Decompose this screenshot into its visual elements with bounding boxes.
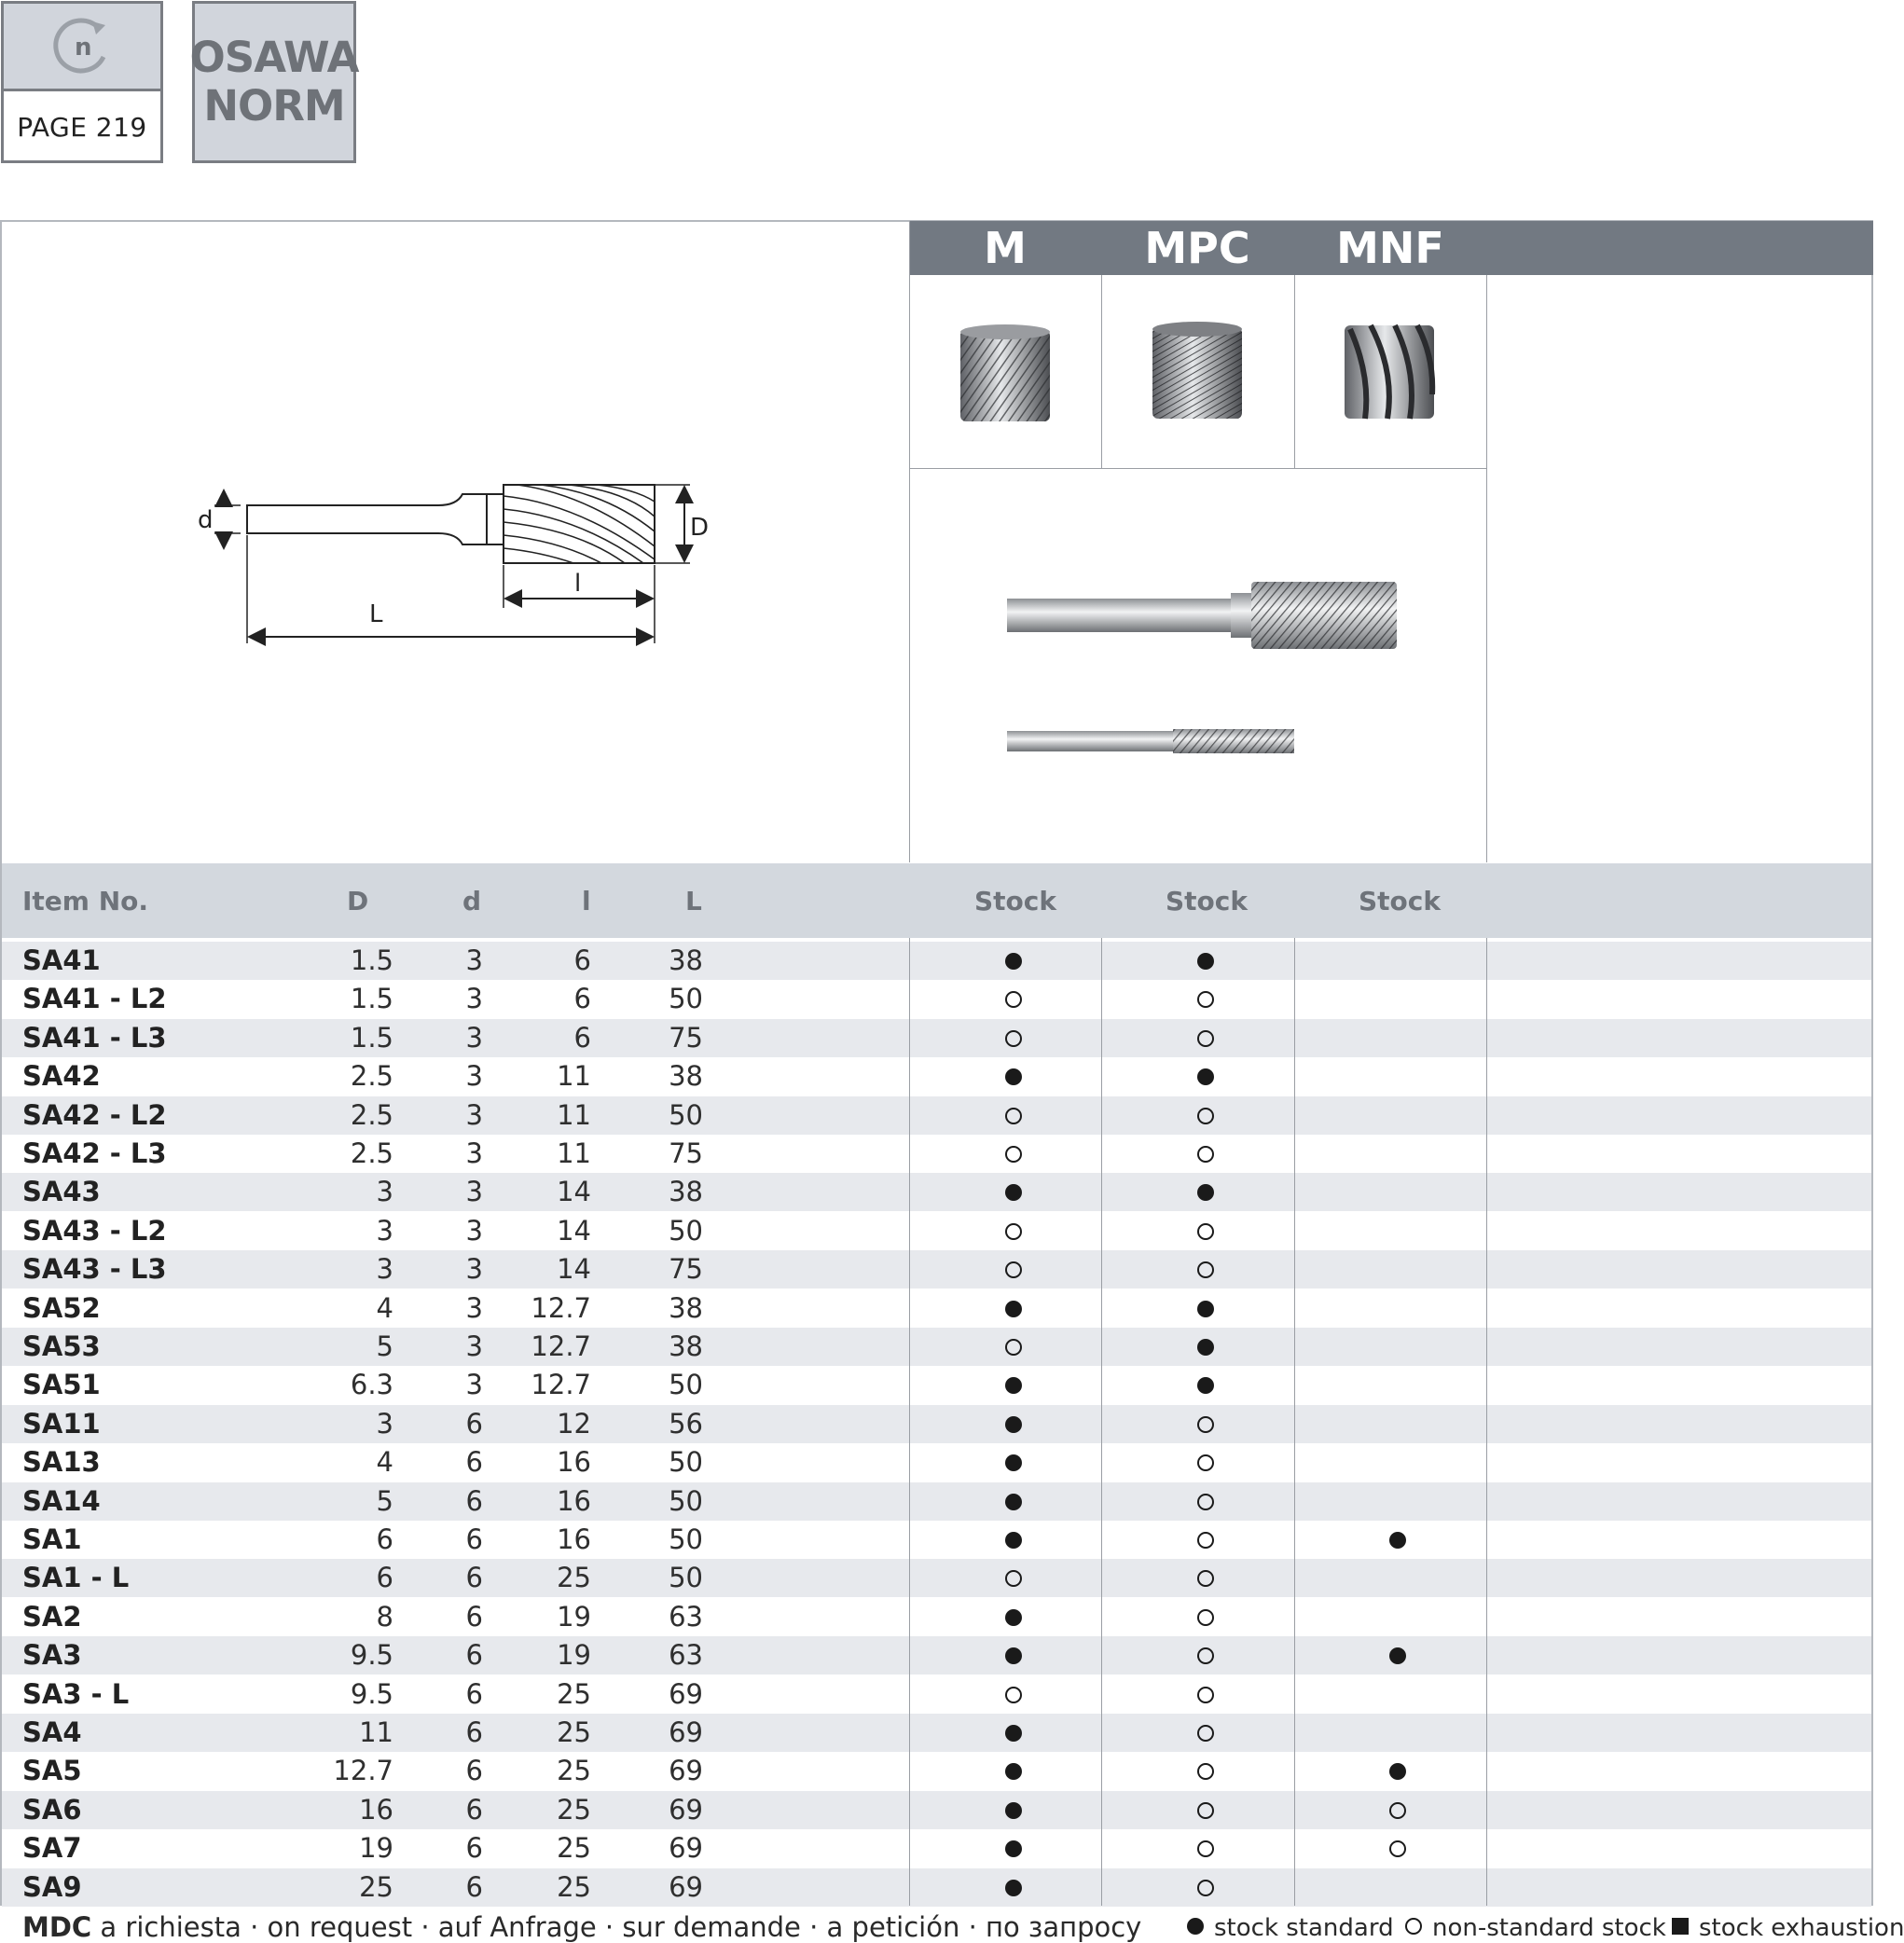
- cell-big-d: 8: [376, 1600, 393, 1633]
- cell-big-d: 2.5: [350, 1137, 393, 1169]
- osawa-norm-badge: [189, 1, 359, 163]
- cell-l: 6: [573, 1021, 591, 1054]
- stock-m-standard-icon: [1005, 1068, 1022, 1085]
- cell-l: 25: [557, 1755, 591, 1787]
- page-reference-badge: [1, 1, 163, 163]
- cell-big-l: 75: [669, 1021, 703, 1054]
- item-number: SA9: [22, 1870, 82, 1903]
- cell-d: 6: [465, 1446, 483, 1479]
- cell-big-d: 2.5: [350, 1098, 393, 1131]
- col-header-stock-mpc: Stock: [1166, 885, 1249, 916]
- item-number: SA41 - L3: [22, 1021, 167, 1054]
- stock-m-standard-icon: [1005, 1454, 1022, 1471]
- col-header-d: d: [462, 885, 482, 916]
- burr-photo-large: [1005, 578, 1400, 653]
- dim-label-d: d: [198, 506, 214, 534]
- cell-big-d: 12.7: [333, 1755, 393, 1787]
- cell-d: 3: [465, 1137, 483, 1169]
- item-number: SA43 - L2: [22, 1214, 167, 1247]
- table-row: [2, 1096, 1871, 1135]
- cell-d: 3: [465, 1253, 483, 1286]
- filled-circle-icon: [1186, 1914, 1205, 1942]
- cell-l: 25: [557, 1677, 591, 1710]
- cell-l: 25: [557, 1832, 591, 1865]
- stock-mpc-standard-icon: [1197, 953, 1214, 970]
- cell-l: 11: [557, 1060, 591, 1093]
- item-number: SA1 - L: [22, 1562, 130, 1594]
- stock-m-standard-icon: [1005, 1301, 1022, 1317]
- cell-d: 3: [465, 1369, 483, 1401]
- cell-d: 3: [465, 1330, 483, 1362]
- item-number: SA5: [22, 1755, 82, 1787]
- cell-l: 12.7: [531, 1330, 591, 1362]
- table-row: [2, 1250, 1871, 1288]
- stock-mpc-nonstandard-icon: [1197, 1454, 1214, 1471]
- cell-big-d: 11: [359, 1716, 393, 1748]
- type-label-mpc: MPC: [1144, 223, 1250, 273]
- cell-big-l: 75: [669, 1137, 703, 1169]
- legend-standard: [1186, 1914, 1394, 1942]
- cell-big-d: 9.5: [350, 1639, 393, 1672]
- item-number: SA41 - L2: [22, 983, 167, 1015]
- table-row: [2, 1521, 1871, 1559]
- cell-d: 6: [465, 1600, 483, 1633]
- cell-l: 6: [573, 944, 591, 976]
- stock-mpc-nonstandard-icon: [1197, 1146, 1214, 1163]
- table-row: [2, 1443, 1871, 1481]
- cell-d: 6: [465, 1832, 483, 1865]
- stock-mnf-standard-icon: [1389, 1763, 1406, 1780]
- cell-l: 19: [557, 1600, 591, 1633]
- cell-d: 3: [465, 1098, 483, 1131]
- norm-badge-line2: NORM: [203, 81, 345, 131]
- cell-big-l: 63: [669, 1639, 703, 1672]
- cell-l: 16: [557, 1446, 591, 1479]
- table-row: [2, 1135, 1871, 1173]
- divider: [909, 938, 910, 1906]
- table-row: [2, 1714, 1871, 1752]
- col-header-big-d: D: [347, 885, 369, 916]
- on-request-text: a richiesta · on request · auf Anfrage · sur demande · a petición · по запросу: [91, 1911, 1142, 1943]
- cell-d: 6: [465, 1755, 483, 1787]
- cell-big-l: 69: [669, 1793, 703, 1826]
- burr-photo-long: [1005, 727, 1296, 755]
- cell-big-d: 19: [359, 1832, 393, 1865]
- table-row: [2, 1366, 1871, 1404]
- stock-mpc-nonstandard-icon: [1197, 1416, 1214, 1433]
- stock-m-nonstandard-icon: [1005, 1570, 1022, 1587]
- table-row: [2, 1405, 1871, 1443]
- item-number: SA11: [22, 1407, 101, 1440]
- table-row: [2, 1212, 1871, 1250]
- item-number: SA42 - L3: [22, 1137, 167, 1169]
- cut-mnf-image: [1343, 320, 1438, 422]
- divider: [909, 468, 1487, 469]
- cell-big-l: 50: [669, 1484, 703, 1517]
- table-row: [2, 1559, 1871, 1597]
- stock-mpc-nonstandard-icon: [1197, 1802, 1214, 1819]
- cell-l: 12: [557, 1407, 591, 1440]
- stock-mnf-standard-icon: [1389, 1532, 1406, 1549]
- stock-m-standard-icon: [1005, 1763, 1022, 1780]
- dim-label-big-l: L: [369, 600, 383, 628]
- stock-mpc-nonstandard-icon: [1197, 1880, 1214, 1896]
- item-number: SA52: [22, 1291, 101, 1324]
- cell-d: 6: [465, 1562, 483, 1594]
- cell-big-l: 50: [669, 1562, 703, 1594]
- stock-m-standard-icon: [1005, 1416, 1022, 1433]
- cell-d: 3: [465, 1291, 483, 1324]
- divider: [909, 221, 910, 862]
- cell-big-d: 3: [376, 1407, 393, 1440]
- stock-m-standard-icon: [1005, 1494, 1022, 1510]
- table-row: [2, 1482, 1871, 1521]
- stock-mnf-nonstandard-icon: [1389, 1840, 1406, 1857]
- cell-l: 6: [573, 983, 591, 1015]
- cell-l: 14: [557, 1176, 591, 1208]
- cell-d: 6: [465, 1484, 483, 1517]
- legend-exhaustion: [1671, 1914, 1904, 1942]
- item-number: SA1: [22, 1523, 82, 1555]
- stock-mpc-nonstandard-icon: [1197, 1725, 1214, 1742]
- table-row: [2, 1173, 1871, 1211]
- cell-big-d: 3: [376, 1214, 393, 1247]
- type-label-m: M: [984, 223, 1027, 273]
- stock-m-nonstandard-icon: [1005, 1146, 1022, 1163]
- cell-l: 14: [557, 1253, 591, 1286]
- item-number: SA43: [22, 1176, 101, 1208]
- stock-m-standard-icon: [1005, 1880, 1022, 1896]
- cell-big-d: 9.5: [350, 1677, 393, 1710]
- rotation-n-icon: [49, 16, 115, 77]
- table-row: [2, 1019, 1871, 1057]
- cell-big-d: 5: [376, 1330, 393, 1362]
- divider: [1294, 938, 1295, 1906]
- stock-mpc-nonstandard-icon: [1197, 1108, 1214, 1124]
- item-number: SA3: [22, 1639, 82, 1672]
- stock-mpc-nonstandard-icon: [1197, 1494, 1214, 1510]
- cell-big-l: 38: [669, 1291, 703, 1324]
- cell-l: 25: [557, 1716, 591, 1748]
- stock-mnf-standard-icon: [1389, 1647, 1406, 1664]
- stock-m-nonstandard-icon: [1005, 1108, 1022, 1124]
- item-number: SA53: [22, 1330, 101, 1362]
- stock-mpc-standard-icon: [1197, 1339, 1214, 1356]
- cell-big-l: 50: [669, 1098, 703, 1131]
- table-row: [2, 1752, 1871, 1790]
- page-number-label: PAGE 219: [17, 112, 147, 143]
- table-row: [2, 1868, 1871, 1907]
- cell-big-l: 50: [669, 983, 703, 1015]
- stock-mpc-nonstandard-icon: [1197, 1223, 1214, 1240]
- stock-m-nonstandard-icon: [1005, 991, 1022, 1008]
- cell-big-d: 1.5: [350, 983, 393, 1015]
- dim-label-big-d: D: [690, 514, 710, 542]
- stock-mpc-standard-icon: [1197, 1184, 1214, 1201]
- cell-big-d: 1.5: [350, 1021, 393, 1054]
- cell-big-l: 69: [669, 1677, 703, 1710]
- stock-mpc-nonstandard-icon: [1197, 1261, 1214, 1278]
- cell-big-l: 38: [669, 1060, 703, 1093]
- mdc-label: MDC: [22, 1911, 92, 1943]
- cell-l: 12.7: [531, 1369, 591, 1401]
- stock-mpc-nonstandard-icon: [1197, 1609, 1214, 1626]
- cell-l: 16: [557, 1523, 591, 1555]
- table-row: [2, 1328, 1871, 1366]
- cell-big-l: 50: [669, 1446, 703, 1479]
- col-header-big-l: L: [685, 885, 702, 916]
- svg-text:n: n: [75, 33, 92, 62]
- item-number: SA42: [22, 1060, 101, 1093]
- cell-big-d: 5: [376, 1484, 393, 1517]
- cell-big-l: 69: [669, 1716, 703, 1748]
- cell-d: 6: [465, 1716, 483, 1748]
- stock-mpc-standard-icon: [1197, 1301, 1214, 1317]
- norm-badge-line1: OSAWA: [189, 33, 359, 82]
- item-number: SA7: [22, 1832, 82, 1865]
- cell-d: 6: [465, 1523, 483, 1555]
- cell-l: 25: [557, 1562, 591, 1594]
- stock-m-standard-icon: [1005, 1609, 1022, 1626]
- cell-d: 3: [465, 1021, 483, 1054]
- stock-mpc-nonstandard-icon: [1197, 1687, 1214, 1703]
- cell-l: 11: [557, 1098, 591, 1131]
- stock-m-standard-icon: [1005, 1184, 1022, 1201]
- cell-big-l: 56: [669, 1407, 703, 1440]
- table-row: [2, 1057, 1871, 1096]
- cut-m-image: [959, 323, 1054, 425]
- stock-mpc-nonstandard-icon: [1197, 1532, 1214, 1549]
- cell-d: 3: [465, 1176, 483, 1208]
- stock-m-nonstandard-icon: [1005, 1261, 1022, 1278]
- cell-d: 3: [465, 1060, 483, 1093]
- cell-big-d: 6: [376, 1523, 393, 1555]
- cell-d: 3: [465, 983, 483, 1015]
- col-header-stock-mnf: Stock: [1359, 885, 1442, 916]
- cell-big-l: 38: [669, 944, 703, 976]
- cell-d: 3: [465, 1214, 483, 1247]
- cell-big-l: 69: [669, 1832, 703, 1865]
- table-row: [2, 1791, 1871, 1829]
- stock-mpc-nonstandard-icon: [1197, 991, 1214, 1008]
- table-row: [2, 1675, 1871, 1714]
- cell-l: 25: [557, 1870, 591, 1903]
- stock-mpc-nonstandard-icon: [1197, 1570, 1214, 1587]
- divider: [1486, 938, 1487, 1906]
- open-circle-icon: [1404, 1914, 1423, 1942]
- stock-m-standard-icon: [1005, 1647, 1022, 1664]
- stock-mpc-standard-icon: [1197, 1068, 1214, 1085]
- stock-m-nonstandard-icon: [1005, 1687, 1022, 1703]
- legend-nonstandard-label: non-standard stock: [1432, 1914, 1666, 1942]
- cell-big-l: 69: [669, 1870, 703, 1903]
- cell-big-d: 25: [359, 1870, 393, 1903]
- item-number: SA13: [22, 1446, 101, 1479]
- cell-big-d: 2.5: [350, 1060, 393, 1093]
- table-row: [2, 980, 1871, 1018]
- cell-big-d: 4: [376, 1291, 393, 1324]
- cell-big-d: 6: [376, 1562, 393, 1594]
- divider: [1486, 275, 1487, 862]
- cell-big-l: 38: [669, 1330, 703, 1362]
- cell-big-d: 16: [359, 1793, 393, 1826]
- col-header-item: Item No.: [22, 885, 149, 916]
- rotation-n-icon-area: [4, 4, 160, 91]
- item-number: SA3 - L: [22, 1677, 130, 1710]
- cell-l: 14: [557, 1214, 591, 1247]
- stock-m-nonstandard-icon: [1005, 1223, 1022, 1240]
- cell-l: 19: [557, 1639, 591, 1672]
- stock-mpc-nonstandard-icon: [1197, 1763, 1214, 1780]
- footer-mdc-note: [22, 1911, 1141, 1943]
- table-row: [2, 942, 1871, 980]
- cell-big-d: 6.3: [350, 1369, 393, 1401]
- item-number: SA14: [22, 1484, 101, 1517]
- stock-m-standard-icon: [1005, 953, 1022, 970]
- cell-big-l: 50: [669, 1214, 703, 1247]
- cell-d: 6: [465, 1639, 483, 1672]
- dim-label-l: l: [574, 570, 582, 598]
- table-row: [2, 1829, 1871, 1867]
- legend-nonstandard: [1404, 1914, 1666, 1942]
- cell-d: 6: [465, 1793, 483, 1826]
- cell-d: 3: [465, 944, 483, 976]
- cell-big-l: 69: [669, 1755, 703, 1787]
- stock-m-nonstandard-icon: [1005, 1339, 1022, 1356]
- stock-m-standard-icon: [1005, 1840, 1022, 1857]
- col-header-stock-m: Stock: [974, 885, 1057, 916]
- cell-l: 25: [557, 1793, 591, 1826]
- table-header: [2, 863, 1871, 938]
- stock-mpc-nonstandard-icon: [1197, 1647, 1214, 1664]
- cell-d: 6: [465, 1677, 483, 1710]
- stock-m-standard-icon: [1005, 1802, 1022, 1819]
- stock-mpc-nonstandard-icon: [1197, 1840, 1214, 1857]
- cell-big-d: 3: [376, 1176, 393, 1208]
- cell-big-l: 50: [669, 1369, 703, 1401]
- item-number: SA43 - L3: [22, 1253, 167, 1286]
- legend-exhaustion-label: stock exhaustion: [1699, 1914, 1904, 1942]
- legend-standard-label: stock standard: [1214, 1914, 1394, 1942]
- table-row: [2, 1636, 1871, 1674]
- item-number: SA6: [22, 1793, 82, 1826]
- cell-big-l: 75: [669, 1253, 703, 1286]
- item-number: SA51: [22, 1369, 101, 1401]
- cell-big-d: 3: [376, 1253, 393, 1286]
- item-number: SA2: [22, 1600, 82, 1633]
- stock-m-standard-icon: [1005, 1377, 1022, 1394]
- cell-l: 11: [557, 1137, 591, 1169]
- cell-l: 16: [557, 1484, 591, 1517]
- stock-mpc-standard-icon: [1197, 1377, 1214, 1394]
- table-row: [2, 1598, 1871, 1636]
- stock-m-standard-icon: [1005, 1725, 1022, 1742]
- stock-m-nonstandard-icon: [1005, 1030, 1022, 1047]
- cell-big-l: 50: [669, 1523, 703, 1555]
- cell-d: 6: [465, 1407, 483, 1440]
- cell-big-l: 63: [669, 1600, 703, 1633]
- stock-m-standard-icon: [1005, 1532, 1022, 1549]
- table-row: [2, 1289, 1871, 1328]
- filled-square-icon: [1671, 1914, 1690, 1942]
- stock-mpc-nonstandard-icon: [1197, 1030, 1214, 1047]
- item-number: SA42 - L2: [22, 1098, 167, 1131]
- cell-l: 12.7: [531, 1291, 591, 1324]
- burr-dimension-drawing: [186, 466, 727, 653]
- col-header-l: l: [582, 885, 591, 916]
- divider: [1294, 275, 1295, 468]
- cell-big-d: 4: [376, 1446, 393, 1479]
- divider: [1101, 938, 1102, 1906]
- stock-mnf-nonstandard-icon: [1389, 1802, 1406, 1819]
- item-number: SA41: [22, 944, 101, 976]
- type-label-mnf: MNF: [1336, 223, 1444, 273]
- cell-big-l: 38: [669, 1176, 703, 1208]
- cell-big-d: 1.5: [350, 944, 393, 976]
- cut-mpc-image: [1151, 320, 1246, 422]
- item-number: SA4: [22, 1716, 82, 1748]
- divider: [1101, 275, 1102, 468]
- cell-d: 6: [465, 1870, 483, 1903]
